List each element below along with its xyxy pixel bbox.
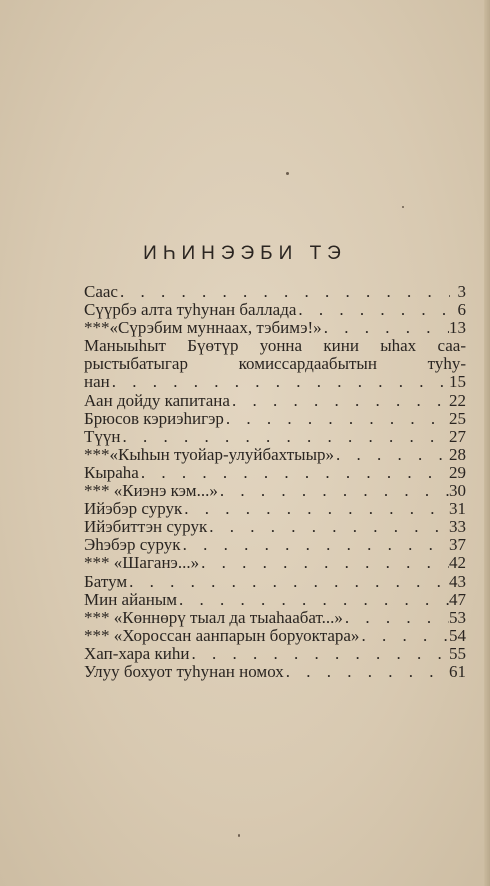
toc-entry-title: Улуу бохуот туһунан номох (84, 661, 284, 681)
paper-speck (238, 834, 240, 837)
page-edge (484, 0, 490, 886)
toc-entry (84, 627, 466, 645)
leader-dots (139, 464, 449, 482)
toc-entry-page: 30 (449, 481, 466, 501)
toc-entry-page: 28 (449, 444, 466, 464)
toc-entry-title-line: рыстыбатыгар комиссардаабытын туһу- (84, 354, 466, 374)
toc-entry-page: 33 (449, 517, 466, 537)
toc-entry-page: 22 (449, 390, 466, 410)
toc-entry-page: 53 (449, 607, 466, 627)
toc-entry-page: 47 (449, 589, 466, 609)
toc-entry-title: Батум (84, 571, 128, 591)
toc-entry (84, 283, 466, 301)
toc-entry (84, 301, 466, 319)
toc-entry-page: 31 (449, 499, 466, 519)
paper-speck (286, 172, 289, 175)
toc-entry-title: *** «Киэнэ кэм...» (84, 481, 218, 501)
toc-heading: ИҺИНЭЭБИ ТЭ (143, 243, 347, 264)
toc-entry (84, 645, 466, 663)
toc-entry (84, 518, 466, 536)
toc-entry-title: Эһэбэр сурук (84, 535, 181, 555)
toc-entry-title: Ийэбэр сурук (84, 499, 183, 519)
toc-entry-title-line: Маныыhыт Бүөтүр уонна кини ыhах саа- (84, 336, 466, 356)
toc-entry (84, 500, 466, 518)
leader-dots (359, 627, 449, 645)
toc-entry-title: ***«Сүрэбим муннаах, тэбимэ!» (84, 318, 322, 338)
leader-dots (199, 554, 449, 572)
toc-entry-title: *** «Шаганэ...» (84, 553, 200, 573)
toc-entry (84, 591, 466, 609)
leader-dots (207, 518, 449, 536)
leader-dots (120, 428, 449, 446)
leader-dots (343, 609, 449, 627)
toc-entry-title: Түүн (84, 426, 121, 446)
leader-dots (334, 446, 449, 464)
leader-dots (182, 500, 449, 518)
paper-speck (402, 206, 404, 208)
toc-entry (84, 482, 466, 500)
toc-entry-title: Хап-хара киһи (84, 643, 190, 663)
toc-entry-title-line: нан (84, 372, 110, 392)
toc-entry (84, 536, 466, 554)
toc-entry-page: 54 (449, 625, 466, 645)
leader-dots (127, 573, 449, 591)
toc-entry-title: Ийэбиттэн сурук (84, 517, 208, 537)
toc-entry-title: Аан дойду капитана (84, 390, 230, 410)
toc-entry (84, 573, 466, 591)
toc-entry-page: 37 (449, 535, 466, 555)
toc-entry (84, 392, 466, 410)
toc-entry-title: ***«Кыһын туойар-улуйбахтыыр» (84, 444, 334, 464)
leader-dots (322, 319, 449, 337)
leader-dots (181, 536, 449, 554)
toc-entry (84, 410, 466, 428)
toc-entry (84, 464, 466, 482)
toc-entry (84, 337, 466, 391)
leader-dots (218, 482, 449, 500)
toc-entry-title: Кыраһа (84, 462, 139, 482)
leader-dots (110, 373, 449, 391)
leader-dots (189, 645, 449, 663)
toc-entry (84, 554, 466, 572)
leader-dots (230, 392, 449, 410)
toc-entry-title: Сүүрбэ алта туһунан баллада (84, 300, 297, 320)
toc-entry-title: Саас (84, 282, 118, 301)
leader-dots (224, 410, 449, 428)
toc-entry-page: 6 (457, 300, 466, 320)
toc-entry (84, 609, 466, 627)
toc-entry-title: Брюсов кэриэһигэр (84, 408, 224, 428)
toc-entry (84, 663, 466, 681)
table-of-contents (84, 283, 466, 681)
toc-entry (84, 428, 466, 446)
leader-dots (118, 283, 450, 301)
toc-entry-page: 55 (449, 643, 466, 663)
toc-entry (84, 446, 466, 464)
leader-dots (284, 663, 449, 681)
toc-entry-page: 25 (449, 408, 466, 428)
toc-entry-page: 29 (449, 462, 466, 482)
toc-entry-page: 61 (449, 661, 466, 681)
toc-entry-title: Мин айаным (84, 589, 178, 609)
toc-entry (84, 319, 466, 337)
leader-dots (177, 591, 449, 609)
leader-dots (296, 301, 450, 319)
toc-entry-title: *** «Хороссан аанпарын боруоктара» (84, 625, 360, 645)
toc-entry-page: 42 (449, 553, 466, 573)
toc-entry-page: 3 (457, 282, 466, 301)
toc-entry-page: 27 (449, 426, 466, 446)
toc-entry-title: *** «Көннөрү тыал да тыаһаабат...» (84, 607, 343, 627)
toc-entry-page: 43 (449, 571, 466, 591)
toc-entry-page: 13 (449, 318, 466, 338)
toc-entry-page: 15 (449, 372, 466, 392)
